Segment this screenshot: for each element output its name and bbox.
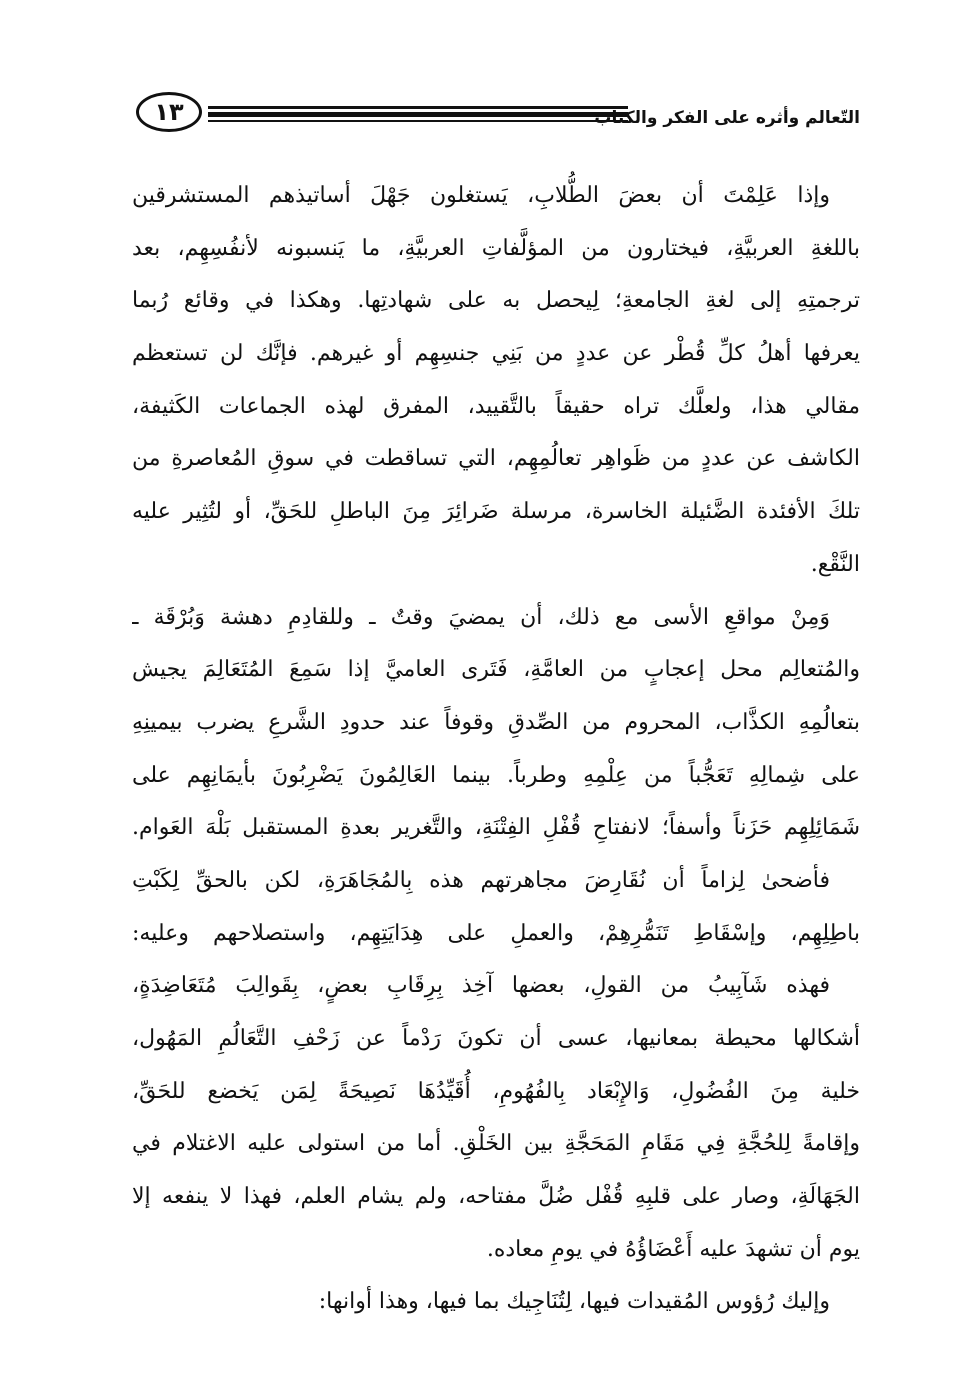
- text-line: الجَهَالَةِ، وصار على قلبِهِ قُفْل ضُلَّ مفتاحه، ولم يشام العلم، فهذا لا ينفعه إلا: [132, 1184, 860, 1210]
- text-line: باطِلِهِم، وإسْقَاطِ تَنَمُّرِهِمْ، والعملِ على هِدَايَتِهِم، واستصلاحهم وعليه:: [132, 920, 860, 946]
- text-line: فأضحىٰ لِزاماً أن نُقَارِضَ مجاهرتهم هذه بِالمُجَاهَرَةِ، لكن بالحقِّ لِكَبْتِ: [132, 867, 830, 893]
- text-line: شَمَائِلِهِم حَزَناً وأسفاً؛ لانفتاحِ قُفْلِ الفِتْنَةِ، والتَّغرير بعدةِ المستقبل بَلْهَ العَوام.: [132, 815, 860, 841]
- text-line: على شِمالِهِ تَعَجُّباً من عِلْمِهِ وطرباً. بينما العَالِمُونَ يَضْرِبُونَ بأيمَانِهِم على: [132, 762, 860, 788]
- header-rule: [208, 106, 628, 124]
- text-line: وإليك رُؤوس المُقيدات فيها، لِتُنَاجِيك بما فيها، وهذا أوانها:: [318, 1289, 830, 1315]
- text-line: تلكَ الأفئدة الضَّئيلة الخاسرة، مرسلة ضَرائِرَ مِنَ الباطلِ للحَقِّ، أو لتُثِير عليه: [132, 499, 860, 525]
- text-line: خلية مِنَ الفُضُولِ، وَالإِبْعَاد بِالفُهُومِ، أُقَيِّدُهَا نَصِيحَةً لِمَن يَخضع للحَقِّ،: [132, 1078, 860, 1104]
- header-rule-line: [208, 120, 628, 122]
- body-text: [132, 170, 860, 1329]
- running-title: التّعالم وأثره على الفكر والكتاب: [594, 108, 860, 128]
- text-line: وإذا عَلِمْتَ أن بعضَ الطُّلابِ، يَستغلون جَهْلَ أساتيذهم المستشرقين: [132, 183, 830, 208]
- text-line: فهذه شَآبِيبُ من القولِ، بعضها آخِذ بِرِقَابِ بعضٍ، بِقَوالِبَ مُتَعَاضِدَةٍ،: [132, 973, 830, 999]
- header-rule-line: [208, 106, 628, 109]
- header-rule-line: [208, 112, 628, 117]
- page-number: ١٣: [136, 92, 202, 132]
- text-line: وَمِنْ مواقعِ الأسى مع ذلك، أن يمضيَ وقتٌ ـ وللقادِمِ دهشة وَبُرْقَة ـ: [132, 604, 830, 630]
- page-header: [130, 90, 860, 146]
- text-line: أشكالها محيطة بمعانيها، عسى أن تكونَ رَدْماً عن زَحْفِ التَّعَالُمِ المَهُول،: [132, 1026, 860, 1051]
- text-line: الكاشف عن عددٍ من ظَواهِر تعالُمِهِم، التي تساقطت في سوقِ المُعاصرةِ من: [132, 446, 860, 472]
- text-line: النَّقْع.: [810, 551, 860, 577]
- text-line: مقالي هذا، ولعلَّك تراه حقيقاً بالتَّقييد، المفرق لهذه الجماعات الكَثيفة،: [132, 393, 860, 419]
- text-line: باللغةِ العربيَّةِ، فيختارون من المؤلَّفاتِ العربيَّةِ، ما يَنسبونه لأنفُسِهِم، بعد: [132, 235, 860, 261]
- text-line: بتعالُمِهِ الكذَّاب، المحروم من الصِّدقِ وقوفاً عند حدودِ الشَّرعِ يضرب بيمينِهِ: [132, 709, 860, 735]
- text-line: وإقامةً لِلحُجَّةِ فِي مَقَامِ المَحَجَّةِ بين الخَلْقِ. أما من استولى عليه الاغتلام في: [132, 1131, 860, 1157]
- text-line: والمُتعالِم محل إعجابٍ من العامَّةِ، فَتَرى العاميَّ إذا سَمِعَ المُتَعَالِمَ يجيش: [132, 657, 860, 683]
- text-line: يوم أن تشهدَ عليه أَعْضَاؤُهُ في يومِ معاده.: [486, 1236, 860, 1262]
- text-line: يعرفها أهلُ كلِّ قُطْر عن عددٍ من بَنِي جنسِهِم أو غيرهم. فإنَّك لن تستعظم: [132, 341, 860, 367]
- text-line: ترجمتِهِ إلى لغةِ الجامعةِ؛ لِيحصل به على شهادتِها. وهكذا في وقائع رُبما: [132, 288, 860, 314]
